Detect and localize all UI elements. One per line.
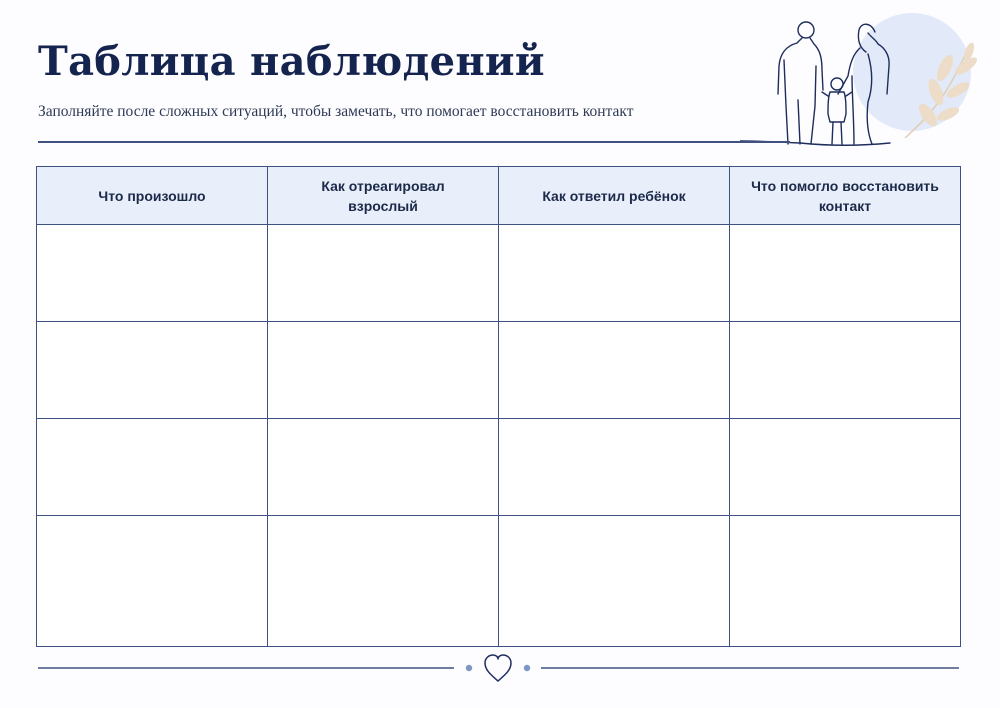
column-header-child-response: Как ответил ребёнок bbox=[499, 167, 730, 225]
table-cell[interactable] bbox=[730, 225, 961, 322]
table-row bbox=[37, 419, 961, 516]
table-cell[interactable] bbox=[37, 322, 268, 419]
page-subtitle: Заполняйте после сложных ситуаций, чтобы замечать, что помогает восстановить контакт bbox=[38, 103, 634, 120]
footer-ornament bbox=[36, 650, 961, 690]
table-cell[interactable] bbox=[268, 516, 499, 647]
table-cell[interactable] bbox=[268, 419, 499, 516]
table-cell[interactable] bbox=[37, 516, 268, 647]
observation-table-wrapper bbox=[36, 166, 961, 638]
column-header-what-happened: Что произошло bbox=[37, 167, 268, 225]
table-cell[interactable] bbox=[37, 419, 268, 516]
table-row bbox=[37, 516, 961, 647]
heart-icon bbox=[485, 655, 511, 681]
table-row bbox=[37, 225, 961, 322]
column-header-adult-reaction: Как отреагировал взрослый bbox=[268, 167, 499, 225]
table-cell[interactable] bbox=[730, 516, 961, 647]
table-cell[interactable] bbox=[37, 225, 268, 322]
table-cell[interactable] bbox=[499, 322, 730, 419]
family-silhouette-icon bbox=[740, 10, 990, 150]
table-header-row bbox=[37, 167, 961, 225]
table-cell[interactable] bbox=[730, 419, 961, 516]
footer-dot-left bbox=[466, 665, 472, 671]
table-cell[interactable] bbox=[499, 516, 730, 647]
table-cell[interactable] bbox=[499, 419, 730, 516]
header-rule bbox=[38, 141, 790, 143]
page-title: Таблица наблюдений bbox=[38, 38, 545, 85]
observation-table bbox=[36, 166, 961, 647]
table-cell[interactable] bbox=[268, 322, 499, 419]
table-cell[interactable] bbox=[730, 322, 961, 419]
table-cell[interactable] bbox=[499, 225, 730, 322]
table-cell[interactable] bbox=[268, 225, 499, 322]
footer-dot-right bbox=[524, 665, 530, 671]
table-row bbox=[37, 322, 961, 419]
column-header-what-helped: Что помогло восстановить контакт bbox=[730, 167, 961, 225]
